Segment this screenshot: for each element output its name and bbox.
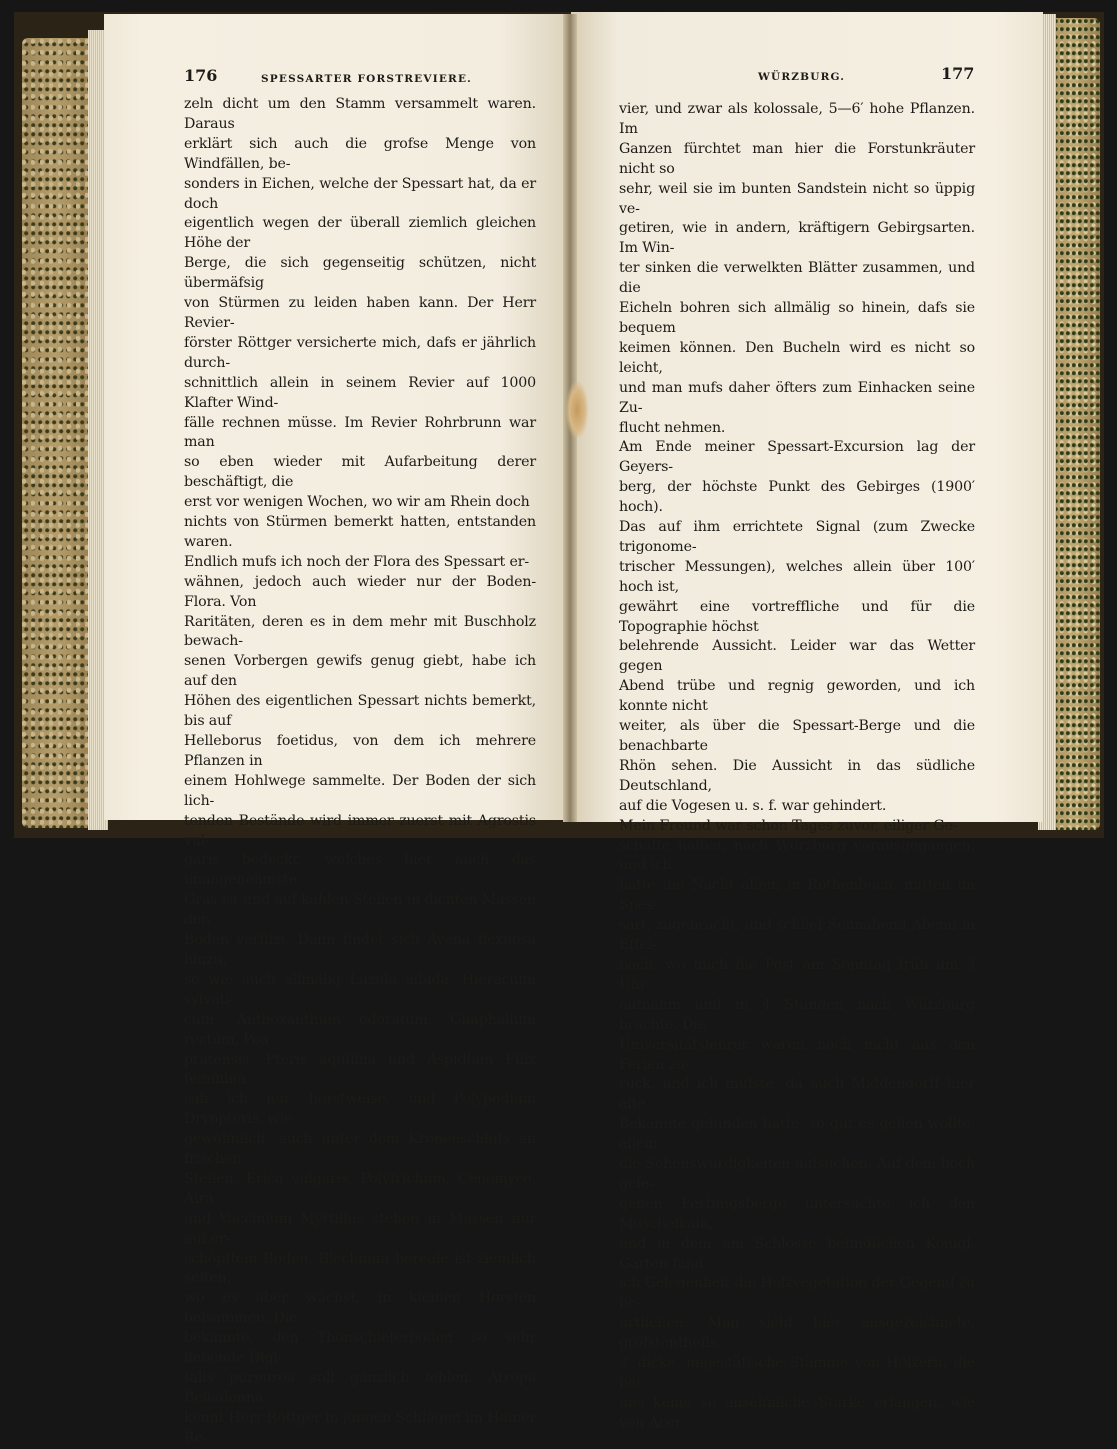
left-page-body: zeln dicht um den Stamm versammelt waren. Daraus erklärt sich auch die grofse Menge von Windfällen, be- sonders in Eichen, welche der Spessart hat, da er doch eigentlich wegen der überall ziemlich gleichen Höhe der Berge, die sich gegenseitig schützen, nicht übermäfsig von Stürmen zu leiden haben kann. Der Herr Revier- förster Röttger versicherte mich, dafs er jährlich durch- schnittlich allein in seinem Revier auf 1000 Klafter Wind- fälle rechnen müsse. Im Revier Rohrbrunn war man so eben wieder mit Aufarbeitung derer beschäftigt, die erst vor wenigen Wochen, wo wir am Rhein doch nichts von Stürmen bemerkt hatten, entstanden waren. Endlich mufs ich noch der Flora des Spessart er- wähnen, jedoch auch wieder nur der Boden-Flora. Von Raritäten, deren es in dem mehr mit Buschholz bewach- senen Vorbergen gewifs genug giebt, habe ich auf den Höhen des eigentlichen Spessart nichts bemerkt, bis auf Helleborus foetidus, von dem ich mehrere Pflanzen in einem Hohlwege sammelte. Der Boden der sich lich- tenden Bestände wird immer zuerst mit Agrostis vul- garis bedeckt, welches hier auch das unangenehmste Gras ist und auf kahlen Stellen in dichten Massen den Boden verfilzt. Dann findet sich Avena flexuosa hinzu, so wie auch allmälig Luzula albida, Hieracium sylvati- cum, Anthoxanthum odoratum, Gnaphalium rectum, Poa pratensis. Pteris aquilina und Aspidium Filix feminina sah ich nur horstweise, und Polypodium Dryopteris, wie gewöhnlich, auch unter dem Kronenschlufs an frischen Stellen. Erica vulgaris, Polytrichum, Cenomyce, Aira und Vaccinium Myrtillus stehen in Massen nur auf er- schöpftem Boden. Blechnum boreale ist ziemlich selten, wo es aber wächst, in kleinen Horsten beisammen. Die bekannte, den Thonschieferboden so sehr liebende Digi- talis purpurea soll gänzlich fehlen. Atropa Belladonna kennt Herr Röttger in jungen Schlägen im Hainer Re- [184, 96, 536, 1446]
left-running-head: SPESSARTER FORSTREVIERE. [261, 73, 473, 85]
paper-stain [566, 382, 588, 438]
left-page [104, 14, 569, 1446]
right-page-body: vier, und zwar als kolossale, 5—6′ hohe Pflanzen. Im Ganzen fürchtet man hier die Forstunkräuter nicht so sehr, weil sie im bunten Sandstein nicht so üppig ve- getiren, wie in andern, kräftigern Gebirgsarten. Im Win- ter sinken die verwelkten Blätter zusammen, und die Eicheln bohren sich allmälig so hinein, dafs sie bequem keimen können. Den Bucheln wird es nicht so leicht, und man mufs daher öfters zum Einhacken seine Zu- flucht nehmen. Am Ende meiner Spessart-Excursion lag der Geyers- berg, der höchste Punkt des Gebirges (1900′ hoch). Das auf ihm errichtete Signal (zum Zwecke trigonome- trischer Messungen), welches allein über 100′ hoch ist, gewährt eine vortreffliche und für die Topographie höchst belehrende Aussicht. Leider war das Wetter gegen Abend trübe und regnig geworden, und ich konnte nicht weiter, als über die Spessart-Berge und die benachbarte Rhön sehen. Die Aussicht in das südliche Deutschland, auf die Vogesen u. s. f. war gehindert. Mein Freund war schon Tages zuvor, eiliger Ge- schäfte halber, nach Würzburg vorausgegangen, und ich hatte die Nacht allein in Rothenbuch, mitten im Spes- sart, zugebracht, und schlief Sonnabend Abend in Effel- bach, wo mich die Post am Sonntag früh um 3 Uhr aufnahm und in 4 Stunden nach Würzburg brachte. Die Universitätslehrer waren noch nicht aus den Ferien zu- rück, und ich mufste, da auch Middendorff hier alte Bekannte gefunden hatte, so gut es gehen wollte, allein die Sehenswürdigkeiten aufsuchen. Auf dem hoch gele- genen Festungsberge untersuchte ich den Muschelkalk, und in dem am Schlosse befindlichen Königl. Garten fand ich Gelegenheit die Holzvegetation der Gegend zu be- urtheilen. Man sieht hier ausgezeichnete, gröfstentheils 3′ dicke, majestätische Stämme von Hölzern, die bei uns keine so ansehnliche Stärke erlangen, wie von Acer [619, 101, 975, 1431]
right-running-head: WÜRZBURG. [758, 71, 846, 83]
right-page [571, 12, 1043, 1431]
right-page-number: 177 [941, 64, 975, 83]
left-page-number: 176 [184, 66, 218, 85]
